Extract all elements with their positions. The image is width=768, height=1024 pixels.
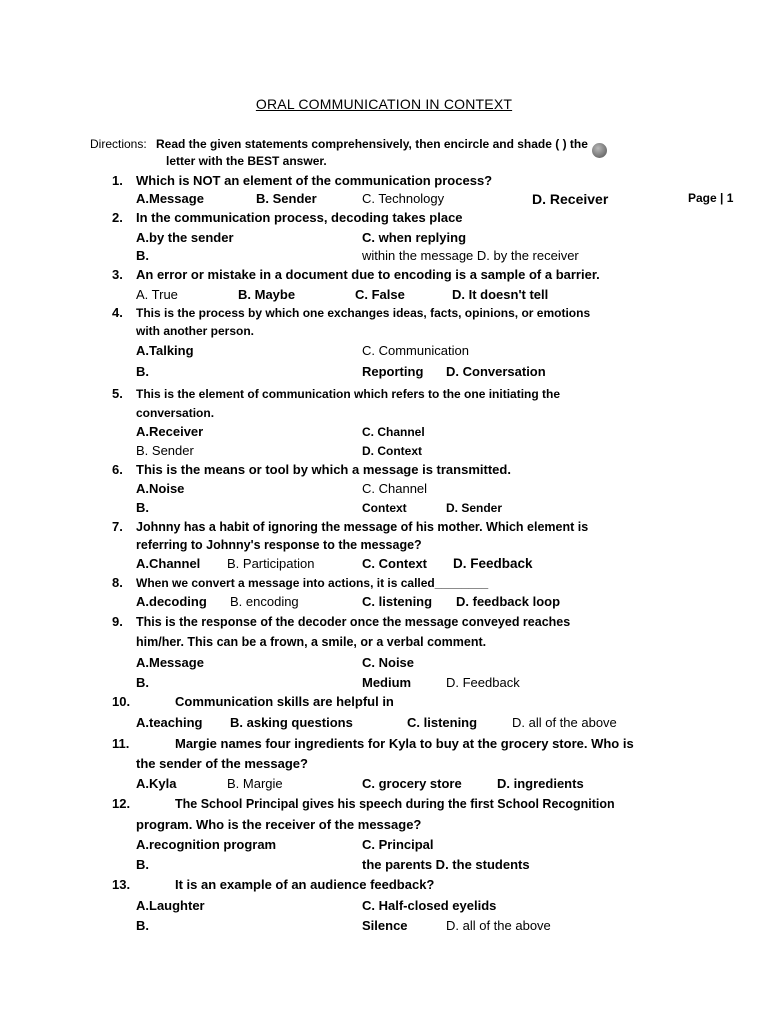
question-stem: In the communication process, decoding takes place [136,210,463,225]
choice: B. Margie [227,776,283,791]
choice: C. Channel [362,425,425,439]
question-number: 6. [112,462,123,477]
choice: C. Channel [362,481,428,496]
choice: C. Communication [362,343,469,358]
question-stem: the sender of the message? [136,756,308,771]
question-number: 10. [112,694,131,709]
question-number: 8. [112,575,123,590]
choice: C. False [355,287,405,302]
choice: A. True [136,287,178,302]
choice: A.Receiver [136,424,204,439]
choice: A.by the sender [136,230,234,245]
page-number: Page | 1 [688,191,734,205]
question-stem: Johnny has a habit of ignoring the message of his mother. Which element is [136,520,589,534]
choice: Medium [362,675,412,690]
choice: B. encoding [230,594,299,609]
question-number: 3. [112,267,123,282]
choice: C. listening [362,594,433,609]
question-number: 5. [112,386,123,401]
choice: Context [362,501,407,515]
choice: C. Half-closed eyelids [362,898,497,913]
choice: Reporting [362,364,424,379]
choice: C. listening [407,715,478,730]
choice: D. It doesn't tell [452,287,549,302]
question-number: 1. [112,173,123,188]
choice: B. [136,857,149,872]
question-number: 7. [112,519,123,534]
question-stem: conversation. [136,406,215,420]
choice: C. Principal [362,837,434,852]
choice: A.Message [136,191,204,206]
choice: B. Sender [136,443,194,458]
question-stem: This is the response of the decoder once the message conveyed reaches [136,615,571,629]
question-number: 4. [112,305,123,320]
choice: A.Noise [136,481,185,496]
choice: D. Feedback [446,675,520,690]
choice: B. Maybe [238,287,296,302]
choice: A.decoding [136,594,207,609]
question-stem: Margie names four ingredients for Kyla to buy at the grocery store. Who is [175,736,634,751]
question-number: 12. [112,796,131,811]
choice: A.Kyla [136,776,177,791]
choice: the parents D. the students [362,857,530,872]
choice: D. Receiver [532,191,609,207]
choice: D. all of the above [446,918,551,933]
question-stem: Communication skills are helpful in [175,694,394,709]
question-number: 13. [112,877,131,892]
question-number: 9. [112,614,123,629]
choice: D. ingredients [497,776,584,791]
choice: C. Noise [362,655,415,670]
choice: A.Message [136,655,204,670]
choice: A.Laughter [136,898,205,913]
page-title: ORAL COMMUNICATION IN CONTEXT [255,96,513,112]
choice: B. Participation [227,556,315,571]
directions-label: Directions: [90,137,147,151]
question-stem: An error or mistake in a document due to encoding is a sample of a barrier. [136,267,600,282]
choice: B. [136,500,149,515]
choice: A.recognition program [136,837,277,852]
question-stem: It is an example of an audience feedback? [175,877,435,892]
question-number: 2. [112,210,123,225]
question-stem: Which is NOT an element of the communication process? [136,173,493,188]
choice: B. [136,918,149,933]
choice: B. asking questions [230,715,353,730]
choice: B. [136,675,149,690]
question-stem: him/her. This can be a frown, a smile, or a verbal comment. [136,635,487,649]
question-stem: program. Who is the receiver of the message? [136,817,422,832]
question-stem: The School Principal gives his speech during the first School Recognition [175,797,615,811]
question-stem: This is the process by which one exchanges ideas, facts, opinions, or emotions [136,306,591,320]
choice: D. feedback loop [456,594,561,609]
directions-line-2: letter with the BEST answer. [166,154,327,168]
question-number: 11. [112,736,130,751]
choice: Silence [362,918,408,933]
choice: within the message D. by the receiver [362,248,579,263]
question-stem: referring to Johnny's response to the message? [136,538,422,552]
question-stem: with another person. [136,324,255,338]
directions-line-1: Read the given statements comprehensively, then encircle and shade ( ) the [156,137,588,151]
question-stem: This is the element of communication which refers to the one initiating the [136,387,561,401]
choice: B. [136,248,149,263]
choice: B. [136,364,149,379]
choice: B. Sender [256,191,317,206]
question-stem: This is the means or tool by which a message is transmitted. [136,462,511,477]
choice: A.Channel [136,556,201,571]
choice: D. Sender [446,501,503,515]
choice: A.teaching [136,715,203,730]
choice: C. Technology [362,191,445,206]
choice: D. Conversation [446,364,546,379]
choice: C. Context [362,556,427,571]
choice: A.Talking [136,343,194,358]
question-stem: When we convert a message into actions, it is called________ [136,576,489,590]
choice: C. when replying [362,230,467,245]
shade-dot-icon [592,143,607,158]
choice: D. all of the above [512,715,617,730]
choice: D. Feedback [453,556,533,571]
choice: C. grocery store [362,776,462,791]
choice: D. Context [362,444,422,458]
